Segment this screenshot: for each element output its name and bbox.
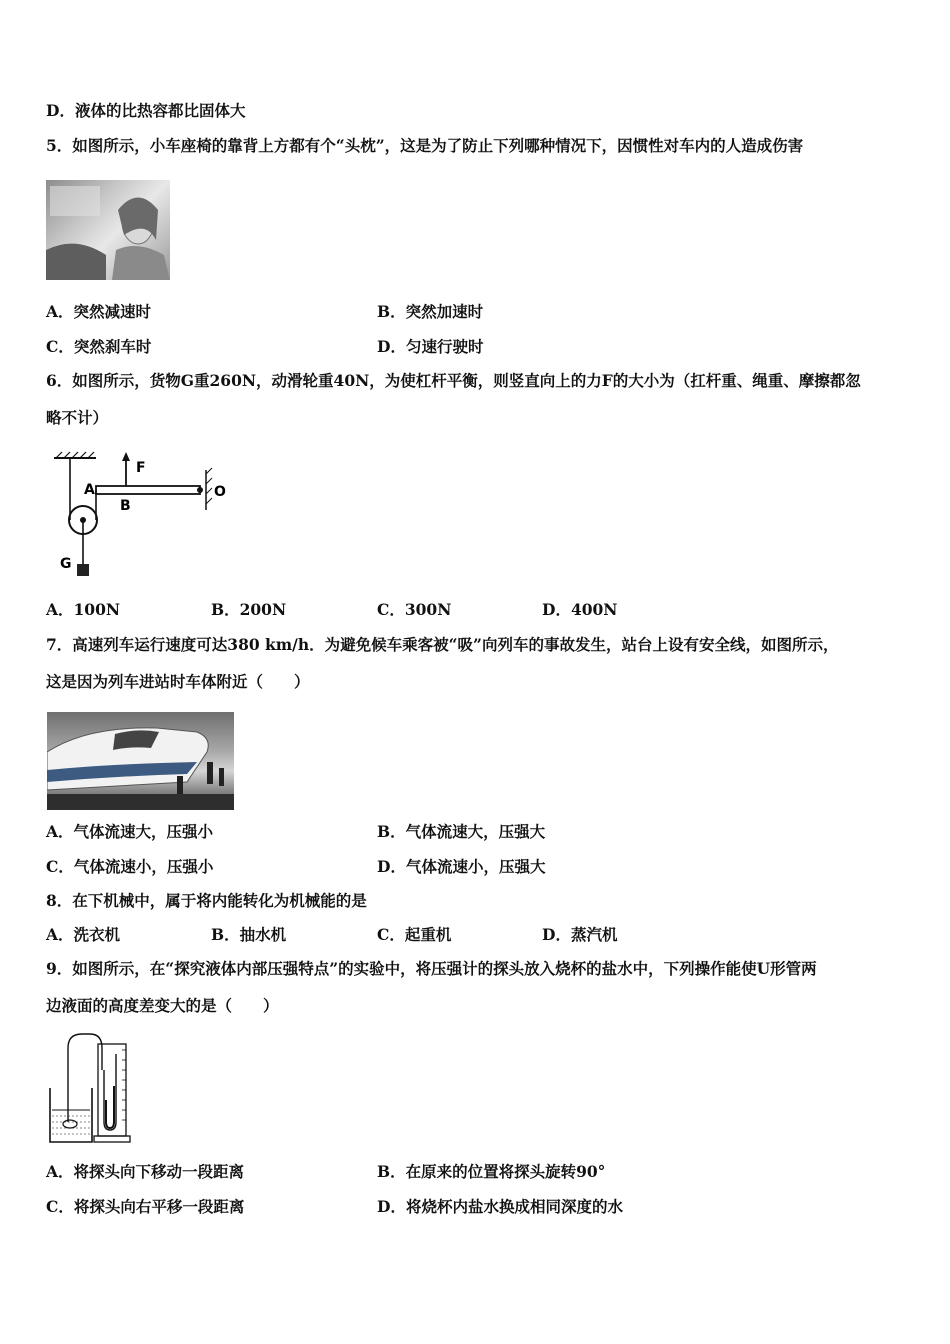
q9-stem-line2: 边液面的高度差变大的是（ ） <box>46 996 279 1015</box>
q8-option-c: C．起重机 <box>377 925 452 944</box>
q5-option-c: C．突然刹车时 <box>46 337 152 356</box>
q8-option-b: B．抽水机 <box>211 925 287 944</box>
q9-option-b: B．在原来的位置将探头旋转90° <box>377 1162 606 1181</box>
q6-stem-line1: 6．如图所示，货物G重260N，动滑轮重40N，为使杠杆平衡，则竖直向上的力F的大小为（扛杆重、绳重、摩擦都忽 <box>46 371 861 390</box>
q6-option-b: B．200N <box>211 600 287 619</box>
q9-pressure-gauge-diagram <box>46 1030 138 1146</box>
train-photo-illustration <box>47 712 234 810</box>
q4-option-d: D．液体的比热容都比固体大 <box>46 101 246 120</box>
q7-train-photo <box>47 712 234 810</box>
q9-option-a: A．将探头向下移动一段距离 <box>46 1162 245 1181</box>
q5-option-b: B．突然加速时 <box>377 302 484 321</box>
q6-option-d: D．400N <box>542 600 618 619</box>
q8-option-a: A．洗衣机 <box>46 925 121 944</box>
q8-stem: 8．在下机械中，属于将内能转化为机械能的是 <box>46 891 367 910</box>
q7-stem-line1: 7．高速列车运行速度可达380 km/h．为避免候车乘客被“吸”向列车的事故发生，站台上设有安全线，如图所示， <box>46 635 839 654</box>
q7-option-d: D．气体流速小，压强大 <box>377 857 546 876</box>
q7-stem-line2: 这是因为列车进站时车体附近（ ） <box>46 672 310 691</box>
q9-option-d: D．将烧杯内盐水换成相同深度的水 <box>377 1197 623 1216</box>
fig-label-f: F <box>136 460 146 476</box>
q7-option-a: A．气体流速大，压强小 <box>46 822 214 841</box>
fig-label-g: G <box>60 556 72 572</box>
q5-headrest-photo <box>46 180 170 280</box>
q6-stem-line2: 略不计） <box>46 408 109 427</box>
fig-label-b: B <box>120 498 131 514</box>
q9-stem-line1: 9．如图所示，在“探究液体内部压强特点”的实验中，将压强计的探头放入烧杯的盐水中，下列操作能使U形管两 <box>46 959 817 978</box>
fig-label-a: A <box>84 482 95 498</box>
q5-stem: 5．如图所示，小车座椅的靠背上方都有个“头枕”，这是为了防止下列哪种情况下，因惯性对车内的人造成伤害 <box>46 136 804 155</box>
q7-option-b: B．气体流速大，压强大 <box>377 822 546 841</box>
headrest-photo-illustration <box>46 180 170 280</box>
q7-option-c: C．气体流速小，压强小 <box>46 857 214 876</box>
fig-label-o: O <box>214 484 226 500</box>
q8-option-d: D．蒸汽机 <box>542 925 618 944</box>
q9-option-c: C．将探头向右平移一段距离 <box>46 1197 245 1216</box>
q5-option-d: D．匀速行驶时 <box>377 337 484 356</box>
q6-lever-pulley-diagram <box>46 448 236 584</box>
q6-option-a: A．100N <box>46 600 121 619</box>
q5-option-a: A．突然减速时 <box>46 302 152 321</box>
q6-option-c: C．300N <box>377 600 452 619</box>
